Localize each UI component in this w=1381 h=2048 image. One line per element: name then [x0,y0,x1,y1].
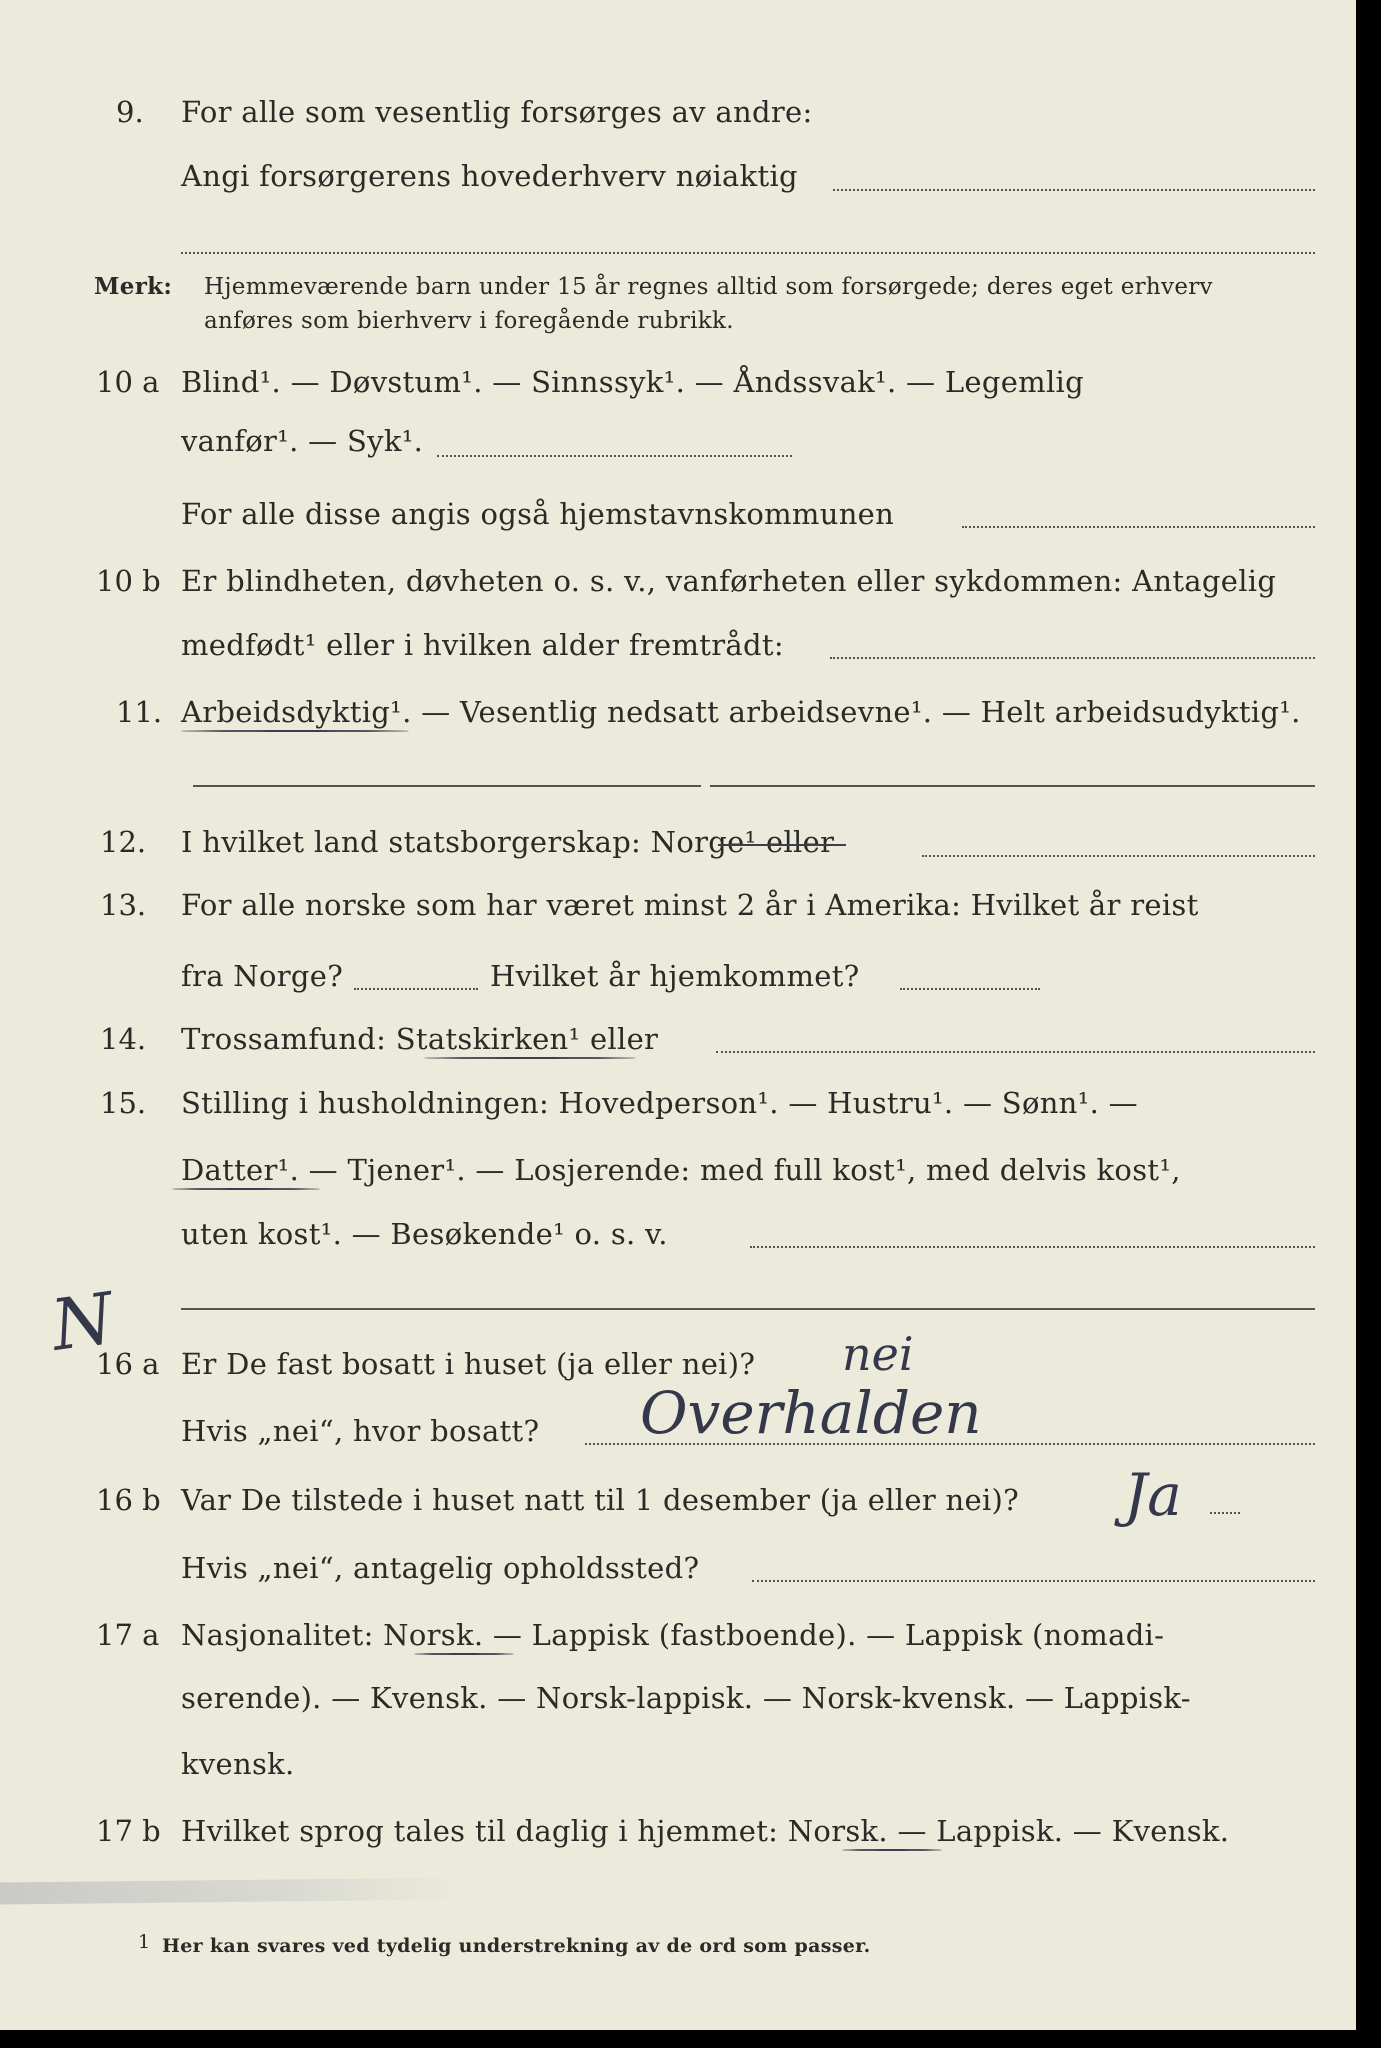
q13-line2b: Hvilket år hjemkommet? [490,959,860,993]
q17a-underline-mark [414,1653,514,1655]
q10a-line2: vanfør¹. — Syk¹. [181,424,424,458]
q16b-answer-1: Ja [1124,1461,1182,1529]
torn-edge-shadow [0,1878,470,1905]
q15-number: 15. [100,1086,147,1120]
q11-underline-mark [181,730,409,732]
q10b-line1: Er blindheten, døvheten o. s. v., vanførheten eller sykdommen: Antagelig [181,564,1277,598]
q10b-line2: medfødt¹ eller i hvilken alder fremtrådt: [181,628,784,662]
q16a-number: 16 a [96,1347,160,1381]
q9-line2: Angi forsørgerens hovederhverv nøiaktig [181,159,798,193]
q13-line2a: fra Norge? [181,959,344,993]
q11-answer-line-a [193,785,701,787]
q15-line3: uten kost¹. — Besøkende¹ o. s. v. [181,1217,668,1251]
q17b-text: Hvilket sprog tales til daglig i hjemmet: Norsk. — Lappisk. — Kvensk. [181,1814,1230,1848]
q11-number: 11. [116,695,163,729]
q15-answer-line-2 [181,1308,1315,1310]
q17b-number: 17 b [96,1814,161,1848]
q10a-line3: For alle disse angis også hjemstavnskommunen [181,497,895,531]
merk-line2: anføres som bierhverv i foregående rubrikk. [204,308,734,334]
q9-line1: For alle som vesentlig forsørges av andre: [181,95,813,129]
q13-reist-answer-line [354,988,478,990]
q15-line2: Datter¹. — Tjener¹. — Losjerende: med full kost¹, med delvis kost¹, [181,1153,1181,1187]
q10a-answer-line [437,455,792,457]
q12-answer-line [922,855,1315,857]
footnote-mark: 1 [138,1931,151,1953]
q16a-line1: Er De fast bosatt i huset (ja eller nei)? [181,1347,756,1381]
q10a-home-answer-line [962,526,1315,528]
q15-answer-line [750,1246,1315,1248]
q13-line1: For alle norske som har været minst 2 år i Amerika: Hvilket år reist [181,888,1199,922]
q12-text: I hvilket land statsborgerskap: Norge¹ eller [181,825,835,859]
q17a-number: 17 a [96,1618,160,1652]
q17a-line1: Nasjonalitet: Norsk. — Lappisk (fastboende). — Lappisk (nomadi- [181,1618,1165,1652]
q15-underline-mark [172,1188,320,1190]
q16a-answer-1: nei [842,1327,914,1381]
merk-label: Merk: [94,273,173,300]
q17a-line2: serende). — Kvensk. — Norsk-lappisk. — Norsk-kvensk. — Lappisk- [181,1681,1191,1715]
q17b-underline-mark [842,1849,942,1851]
margin-handwritten-mark: N [46,1277,119,1367]
q12-number: 12. [100,825,147,859]
q10a-line1: Blind¹. — Døvstum¹. — Sinnssyk¹. — Åndssvak¹. — Legemlig [181,365,1084,399]
q13-number: 13. [100,888,147,922]
q9-answer-line-2 [181,252,1315,254]
q10b-answer-line [830,657,1315,659]
q9-answer-line [833,189,1315,191]
q11-text: Arbeidsdyktig¹. — Vesentlig nedsatt arbeidsevne¹. — Helt arbeidsudyktig¹. [181,695,1301,729]
q14-underline-mark [424,1057,636,1059]
q15-line1: Stilling i husholdningen: Hovedperson¹. — Hustru¹. — Sønn¹. — [181,1086,1138,1120]
q17a-line3: kvensk. [181,1747,295,1781]
footnote-text: Her kan svares ved tydelig understrekning av de ord som passer. [162,1935,871,1957]
q14-number: 14. [100,1022,147,1056]
q16a-answer-2: Overhalden [640,1379,982,1447]
q10b-number: 10 b [96,564,161,598]
q14-text: Trossamfund: Statskirken¹ eller [181,1022,659,1056]
merk-line1: Hjemmeværende barn under 15 år regnes alltid som forsørgede; deres eget erhverv [204,274,1213,300]
q10a-number: 10 a [96,365,160,399]
q14-answer-line [716,1051,1315,1053]
q16b-line1: Var De tilstede i huset natt til 1 desember (ja eller nei)? [181,1483,1019,1517]
q16b-answer-line [1210,1512,1240,1514]
q11-answer-line-b [710,785,1315,787]
q16a-line2: Hvis „nei“, hvor bosatt? [181,1414,540,1448]
q9-number: 9. [116,95,144,129]
q16b-place-answer-line [752,1580,1315,1582]
q16b-number: 16 b [96,1483,161,1517]
q12-strike-mark [718,844,846,846]
q16b-line2: Hvis „nei“, antagelig opholdssted? [181,1551,700,1585]
q13-hjem-answer-line [900,988,1040,990]
